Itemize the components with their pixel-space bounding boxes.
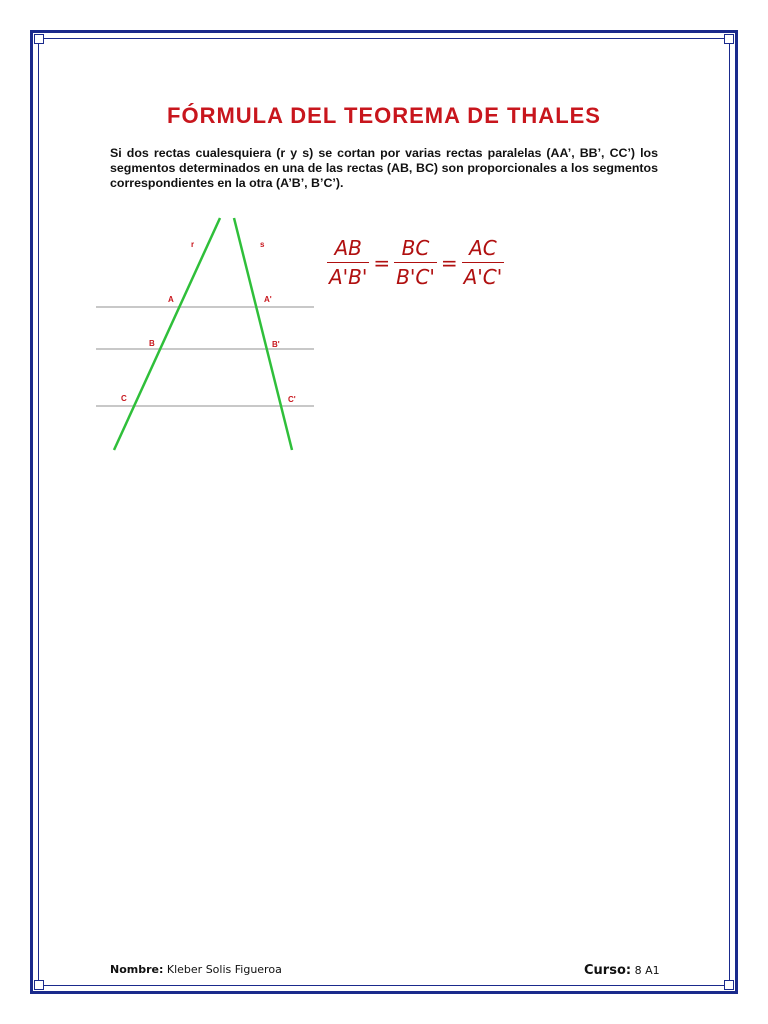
footer-course bbox=[584, 963, 660, 978]
label-s: s bbox=[260, 240, 265, 249]
label-b-prime: B' bbox=[272, 340, 280, 349]
fraction-bc bbox=[394, 236, 437, 289]
border-corner-top-left bbox=[34, 34, 44, 44]
label-a: A bbox=[168, 295, 174, 304]
fraction-numerator: BC bbox=[401, 236, 430, 260]
label-a-prime: A' bbox=[264, 295, 272, 304]
border-corner-bottom-left bbox=[34, 980, 44, 990]
thales-formula bbox=[327, 236, 504, 289]
name-value: Kleber Solis Figueroa bbox=[166, 963, 282, 976]
footer-name bbox=[110, 963, 282, 976]
fraction-numerator: AC bbox=[469, 236, 497, 260]
page-title: FÓRMULA DEL TEOREMA DE THALES bbox=[167, 103, 601, 128]
line-r bbox=[114, 218, 220, 450]
course-label: Curso: bbox=[584, 963, 632, 978]
equals-sign: = bbox=[440, 250, 458, 275]
label-c: C bbox=[121, 394, 127, 403]
label-b: B bbox=[149, 339, 155, 348]
border-corner-bottom-right bbox=[724, 980, 734, 990]
thales-diagram bbox=[94, 216, 324, 454]
fraction-denominator: A'B' bbox=[327, 262, 369, 289]
border-corner-top-right bbox=[724, 34, 734, 44]
fraction-ab bbox=[327, 236, 369, 289]
line-s bbox=[234, 218, 292, 450]
label-r: r bbox=[191, 240, 195, 249]
equals-sign: = bbox=[373, 250, 391, 275]
fraction-ac bbox=[462, 236, 505, 289]
name-label: Nombre: bbox=[110, 963, 164, 976]
fraction-denominator: B'C' bbox=[394, 262, 437, 289]
label-c-prime: C' bbox=[288, 395, 296, 404]
course-value: 8 A1 bbox=[634, 964, 660, 977]
fraction-denominator: A'C' bbox=[462, 262, 505, 289]
fraction-numerator: AB bbox=[334, 236, 362, 260]
theorem-paragraph: Si dos rectas cualesquiera (r y s) se cortan por varias rectas paralelas (AA’, BB’, CC’) los segmentos determinados en una de las rectas (AB, BC) son proporcionales a los segmentos correspondientes en la otra (A’B’, B’C’). bbox=[110, 146, 658, 190]
